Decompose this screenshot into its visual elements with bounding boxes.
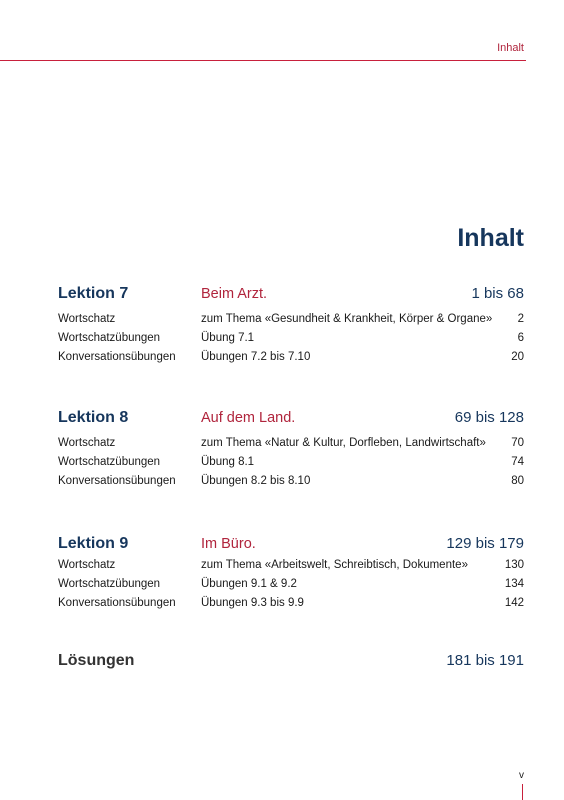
- entry-description: Übungen 8.2 bis 8.10: [201, 475, 311, 487]
- entry-page: 74: [511, 456, 524, 468]
- lesson-page-range: 1 bis 68: [471, 285, 524, 302]
- entry-category: Wortschatz: [58, 313, 116, 325]
- toc-section-loesungen: [58, 652, 524, 676]
- entry-page: 134: [504, 578, 524, 590]
- entry-description: Übung 8.1: [201, 456, 255, 468]
- lesson-page-range: 69 bis 128: [454, 409, 524, 426]
- entry-page: 130: [504, 559, 524, 571]
- toc-section-lektion-8: [58, 409, 524, 494]
- section-heading: [58, 409, 524, 433]
- lesson-theme: Beim Arzt.: [201, 286, 268, 302]
- entry-category: Konversationsübungen: [58, 351, 176, 363]
- entry-category: Wortschatz: [58, 559, 116, 571]
- entry-description: zum Thema «Arbeitswelt, Schreibtisch, Dokumente»: [201, 559, 468, 571]
- lesson-theme: Im Büro.: [201, 536, 256, 552]
- toc-section-lektion-7: [58, 285, 524, 370]
- entry-page: 80: [511, 475, 524, 487]
- entry-category: Konversationsübungen: [58, 475, 176, 487]
- entry-page: 6: [517, 332, 524, 344]
- entry-description: Übungen 9.1 & 9.2: [201, 578, 297, 590]
- entry-page: 142: [504, 597, 524, 609]
- page-number: v: [519, 770, 524, 781]
- entry-category: Konversationsübungen: [58, 597, 176, 609]
- entry-description: zum Thema «Gesundheit & Krankheit, Körper & Organe»: [201, 313, 493, 325]
- lesson-label: Lektion 9: [58, 535, 129, 552]
- solutions-label: Lösungen: [58, 652, 135, 669]
- entry-page: 70: [511, 437, 524, 449]
- section-heading: [58, 285, 524, 309]
- lesson-page-range: 129 bis 179: [446, 535, 524, 552]
- entry-page: 20: [511, 351, 524, 363]
- header-rule: [0, 60, 526, 61]
- toc-entry: [58, 456, 524, 475]
- toc-entry: [58, 475, 524, 494]
- entry-category: Wortschatzübungen: [58, 332, 161, 344]
- entry-category: Wortschatz: [58, 437, 116, 449]
- solutions-page-range: 181 bis 191: [446, 652, 524, 669]
- toc-section-lektion-9: [58, 535, 524, 616]
- edge-marker: [522, 784, 523, 800]
- lesson-label: Lektion 7: [58, 285, 129, 302]
- toc-entry: [58, 578, 524, 597]
- entry-description: Übung 7.1: [201, 332, 255, 344]
- toc-entry: [58, 351, 524, 370]
- toc-entry: [58, 313, 524, 332]
- entry-description: Übungen 7.2 bis 7.10: [201, 351, 311, 363]
- toc-entry: [58, 559, 524, 578]
- toc-entry: [58, 332, 524, 351]
- section-heading: [58, 535, 524, 559]
- running-header: Inhalt: [497, 42, 524, 54]
- entry-description: zum Thema «Natur & Kultur, Dorfleben, Landwirtschaft»: [201, 437, 486, 449]
- lesson-label: Lektion 8: [58, 409, 129, 426]
- entry-page: 2: [517, 313, 524, 325]
- entry-description: Übungen 9.3 bis 9.9: [201, 597, 304, 609]
- toc-title: Inhalt: [457, 224, 524, 252]
- entry-category: Wortschatzübungen: [58, 456, 161, 468]
- entry-category: Wortschatzübungen: [58, 578, 161, 590]
- lesson-theme: Auf dem Land.: [201, 410, 296, 426]
- toc-entry: [58, 597, 524, 616]
- toc-entry: [58, 437, 524, 456]
